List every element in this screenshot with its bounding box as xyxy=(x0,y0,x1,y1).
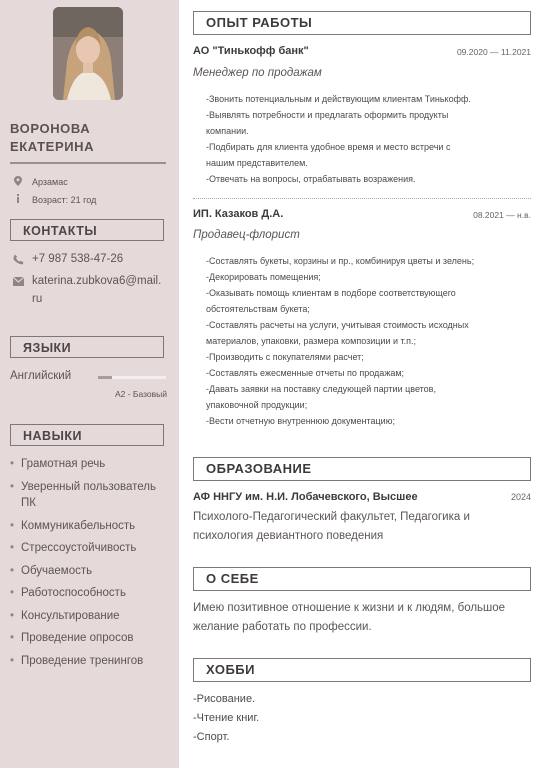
duty-line: обстоятельствам букета; xyxy=(206,304,310,314)
education-faculty xyxy=(193,508,523,546)
skill-item: • Обучаемость xyxy=(10,563,172,580)
email-link[interactable] xyxy=(32,272,161,308)
phone-link[interactable]: +7 987 538-47-26 xyxy=(32,253,124,265)
education-school: АФ ННГУ им. Н.И. Лобачевского, Высшее xyxy=(193,491,418,503)
duty-line: -Производить с покупателями расчет; xyxy=(206,352,364,362)
email-line-2: ru xyxy=(32,293,43,305)
job-divider xyxy=(193,198,531,199)
job-1-dates: 09.2020 — 11.2021 xyxy=(456,47,531,57)
skill-item: • Коммуникабельность xyxy=(10,518,172,535)
about-heading: О СЕБЕ xyxy=(193,567,531,591)
phone-row xyxy=(13,250,123,271)
language-name: Английский xyxy=(10,370,72,382)
language-level-text: A2 - Базовый xyxy=(114,389,167,399)
about-line-1: Имею позитивное отношение к жизни и к людям, большое xyxy=(193,602,506,614)
age-text: Возраст: 21 год xyxy=(32,194,97,205)
job-2-dates: 08.2021 — н.в. xyxy=(473,210,531,220)
contacts-heading: КОНТАКТЫ xyxy=(10,219,164,241)
skill-item: • Уверенный пользователь ПК xyxy=(10,479,172,512)
duty-line: -Отвечать на вопросы, отрабатывать возражения. xyxy=(206,174,416,184)
language-level-bar xyxy=(98,376,166,379)
name-divider xyxy=(10,162,166,164)
education-heading: ОБРАЗОВАНИЕ xyxy=(193,457,531,481)
candidate-surname: ВОРОНОВА xyxy=(10,121,91,136)
skill-item: • Стрессоустойчивость xyxy=(10,540,172,557)
job-2-company: ИП. Казаков Д.А. xyxy=(193,208,284,220)
duty-line: -Составлять ежесменные отчеты по продажам; xyxy=(206,368,405,378)
duty-line: -Звонить потенциальным и действующим клиентам Тинькофф. xyxy=(206,94,471,104)
location-pin-icon xyxy=(13,176,23,188)
hobby-item: -Рисование. xyxy=(193,693,256,705)
duty-line: -Давать заявки на поставку следующей партии цветов, xyxy=(206,384,436,394)
profile-photo xyxy=(53,7,123,100)
job-1-duties xyxy=(206,91,526,187)
skill-item: • Консультирование xyxy=(10,608,172,625)
skill-item: • Проведение опросов xyxy=(10,630,172,647)
hobby-list xyxy=(193,690,259,747)
age-row xyxy=(13,194,96,205)
hobby-item: -Спорт. xyxy=(193,731,230,743)
education-faculty-line-2: психология девиантного поведения xyxy=(193,530,384,542)
duty-line: -Подбирать для клиента удобное время и место встречи с xyxy=(206,142,451,152)
email-line-1: katerina.zubkova6@mail. xyxy=(32,275,162,287)
language-level-fill xyxy=(98,376,112,379)
job-2-position: Продавец-флорист xyxy=(193,229,300,241)
email-row xyxy=(13,272,161,308)
about-text xyxy=(193,599,523,637)
duty-line: -Оказывать помощь клиентам в подборе соответствующего xyxy=(206,288,456,298)
languages-heading: ЯЗЫКИ xyxy=(10,336,164,358)
duty-line: -Вести отчетную внутреннюю документацию; xyxy=(206,416,395,426)
about-line-2: желание работать по профессии. xyxy=(193,621,372,633)
skill-item: • Проведение тренингов xyxy=(10,653,172,670)
skill-item: • Грамотная речь xyxy=(10,456,172,473)
education-year: 2024 xyxy=(510,492,531,502)
info-icon xyxy=(13,194,23,205)
duty-line: компании. xyxy=(206,126,249,136)
job-1-position: Менеджер по продажам xyxy=(193,67,322,79)
experience-heading: ОПЫТ РАБОТЫ xyxy=(193,11,531,35)
sidebar xyxy=(0,0,179,768)
duty-line: -Выявлять потребности и предлагать оформить продукты xyxy=(206,110,449,120)
education-faculty-line-1: Психолого-Педагогический факультет, Педагогика и xyxy=(193,511,470,523)
duty-line: материалов, упаковки, размера композиции и т.п.; xyxy=(206,336,417,346)
city-row xyxy=(13,176,68,188)
candidate-first-name: ЕКАТЕРИНА xyxy=(10,139,95,154)
duty-line: -Составлять расчеты на услуги, учитывая стоимость исходных xyxy=(206,320,469,330)
city-text: Арзамас xyxy=(32,177,68,187)
job-2-duties xyxy=(206,253,526,429)
duty-line: нашим представителем. xyxy=(206,158,308,168)
duty-line: -Составлять букеты, корзины и пр., комбинируя цветы и зелень; xyxy=(206,256,475,266)
skill-item: • Работоспособность xyxy=(10,585,172,602)
duty-line: упаковочной продукции; xyxy=(206,400,308,410)
skills-list xyxy=(10,456,172,675)
duty-line: -Декорировать помещения; xyxy=(206,272,321,282)
envelope-icon xyxy=(13,272,25,308)
hobby-heading: ХОББИ xyxy=(193,658,531,682)
profile-photo-image xyxy=(53,7,123,100)
candidate-name xyxy=(10,120,94,156)
job-1-company: АО "Тинькофф банк" xyxy=(193,45,309,57)
hobby-item: -Чтение книг. xyxy=(193,712,260,724)
skills-heading: НАВЫКИ xyxy=(10,424,164,446)
phone-icon xyxy=(13,250,25,271)
